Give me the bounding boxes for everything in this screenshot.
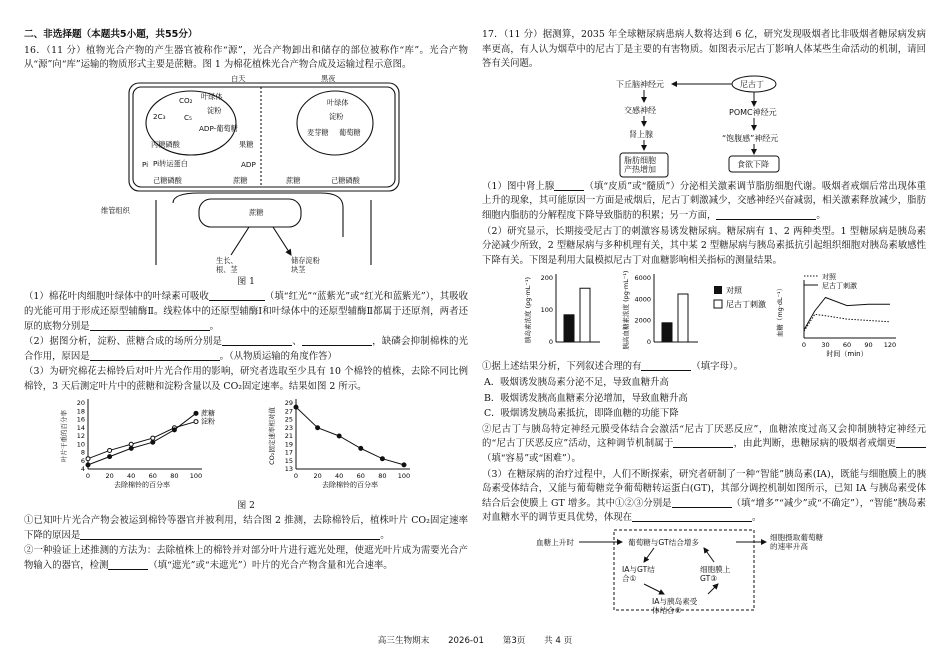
svg-text:丙糖磷酸: 丙糖磷酸 [151, 139, 180, 149]
y-tick-label: 16 [76, 415, 85, 424]
y-axis-label: CO₂固定速率相对值 [268, 406, 276, 465]
y-axis-label: 叶片干重的百分率 [60, 409, 68, 462]
svg-text:IA与GT结合①: IA与GT结合① [622, 564, 655, 583]
y-axis-label: 胰高血糖素浓度 (pg·mL⁻¹) [622, 270, 630, 350]
data-point [172, 427, 176, 431]
data-point [294, 405, 298, 409]
svg-text:葡萄糖与GT结合增多: 葡萄糖与GT结合增多 [628, 537, 700, 547]
svg-text:叶绿体: 叶绿体 [327, 97, 349, 107]
bar [580, 289, 590, 343]
x-axis-label: 时间（min） [826, 350, 868, 359]
footer-page: 第3页 [502, 636, 526, 646]
blood-glucose-chart [775, 272, 896, 358]
svg-text:对照: 对照 [726, 286, 742, 296]
svg-text:蔗糖: 蔗糖 [249, 207, 264, 217]
bar-legend [714, 285, 766, 309]
left-column [24, 28, 468, 575]
figure-q17-charts [504, 270, 904, 360]
svg-text:维管组织: 维管组织 [101, 205, 130, 215]
footer-total: 共 4 页 [544, 636, 573, 646]
y-tick-label: 4 [80, 464, 85, 473]
series-label: 淀粉 [201, 417, 215, 426]
q17-s2b: ②尼古丁与胰岛特定神经元膜受体结合会激活“尼古丁厌恶反应”，血糖浓度过高又会抑制胰特定神经元的“尼古丁厌恶反应”活动，这种调节机制属于 ，由此判断，患糖尿病的吸烟者戒烟更（填“容易”或“困难”）。 [482, 423, 926, 464]
x-tick-label: 60 [148, 471, 157, 480]
svg-text:葡萄糖: 葡萄糖 [339, 127, 361, 137]
smart-insulin-diagram [504, 528, 904, 614]
svg-text:2C₃: 2C₃ [153, 111, 166, 121]
series-line [804, 298, 890, 330]
x-axis-label: 去除棉铃的百分率 [114, 480, 170, 489]
x-tick-label: 40 [335, 471, 344, 480]
label-day: 白天 [231, 74, 246, 83]
bar [564, 315, 574, 342]
x-tick-label: 0 [85, 471, 91, 480]
data-point [402, 462, 406, 466]
glucagon-bar-chart [621, 271, 698, 350]
nicotine-mechanism-diagram [574, 74, 834, 180]
x-tick-label: 0 [801, 341, 807, 350]
svg-text:麦芽糖: 麦芽糖 [307, 127, 329, 137]
x-tick-label: 90 [864, 341, 873, 350]
y-tick-label: 17 [284, 448, 293, 457]
y-tick-label: 14 [76, 423, 85, 432]
q17-s2a: ①据上述结果分析，下列叙述合理的有 （填字母）。 [482, 361, 743, 373]
answer-blank[interactable] [641, 360, 691, 371]
x-tick-label: 20 [105, 471, 114, 480]
svg-text:Pi: Pi [142, 159, 149, 169]
answer-blank[interactable] [716, 209, 816, 220]
starch-sucrose-chart [59, 399, 215, 489]
right-column [482, 28, 926, 614]
svg-text:淀粉: 淀粉 [329, 111, 344, 121]
footer-course: 高三生物期末 [377, 636, 430, 646]
q16-s3: （3）为研究棉花去棉铃后对叶片光合作用的影响，研究者选取至少具有 10 个棉铃的植株，去除不同比例棉铃，3 天后测定叶片中的蔗糖和淀粉含量以及 CO₂固定速率。结果如图 2 所示。 [24, 366, 468, 392]
series-line [296, 407, 404, 465]
x-tick-label: 120 [883, 341, 897, 350]
svg-text:储存淀粉块茎: 储存淀粉块茎 [291, 255, 320, 274]
bar [678, 294, 688, 342]
leaf-cell-outline [129, 83, 399, 191]
legend-label: 对照 [822, 273, 836, 282]
y-tick-label: 23 [284, 423, 293, 432]
svg-text:淀粉: 淀粉 [207, 105, 222, 115]
q16-s1: （1）棉花叶肉细胞叶绿体中的叶绿素可吸收 （填“红光”“蓝紫光”或“红光和蓝紫光”），其吸收的光能可用于形成还原型辅酶Ⅱ。线粒体中的还原型辅酶Ⅰ和叶绿体中的还原型辅酶Ⅱ都属于还原剂，两者还原的底物分别是 。 [24, 291, 468, 332]
data-point [380, 456, 384, 460]
answer-blank[interactable] [209, 290, 265, 301]
x-tick-label: 80 [170, 471, 179, 480]
svg-text:POMC神经元: POMC神经元 [729, 107, 777, 117]
data-point [337, 434, 341, 438]
insulin-bar-chart [523, 274, 600, 346]
answer-blank[interactable] [632, 511, 752, 522]
x-tick-label: 100 [189, 471, 203, 480]
series-line [804, 315, 890, 332]
y-axis-label: 血糖（mg·dL⁻¹） [776, 285, 784, 338]
svg-text:尼古丁: 尼古丁 [740, 79, 764, 89]
data-point [86, 456, 90, 460]
svg-text:蔗糖: 蔗糖 [233, 175, 248, 185]
q16-s2: （2）据图分析，淀粉、蔗糖合成的场所分别是 、 ，缺磷会抑制棉株的光合作用，原因是 。（从物质运输的角度作答） [24, 336, 468, 362]
figure-2-charts [56, 397, 436, 499]
answer-blank[interactable] [90, 320, 210, 331]
data-point [86, 462, 90, 466]
x-tick-label: 40 [127, 471, 136, 480]
x-tick-label: 100 [397, 471, 411, 480]
svg-text:尼古丁刺激: 尼古丁刺激 [726, 300, 766, 310]
y-tick-label: 19 [284, 439, 293, 448]
series-line [88, 413, 196, 465]
y-axis-label: 胰岛素浓度 (pg·mL⁻¹) [524, 277, 532, 344]
data-point [316, 425, 320, 429]
y-tick-label: 8 [80, 448, 85, 457]
x-tick-label: 80 [378, 471, 387, 480]
svg-text:ADP: ADP [241, 159, 256, 169]
answer-blank[interactable] [554, 180, 584, 191]
y-tick-label: 12 [76, 431, 85, 440]
y-tick-label: 100 [540, 306, 553, 315]
y-tick-label: 15 [284, 456, 293, 465]
y-tick-label: 6000 [634, 274, 651, 283]
label-night: 黑夜 [321, 74, 336, 83]
y-tick-label: 6 [80, 456, 85, 465]
bar [662, 323, 672, 342]
option-c: C．吸烟诱发胰岛素抵抗，即降血糖的功能下降 [484, 408, 679, 420]
svg-text:CO₂: CO₂ [179, 95, 193, 105]
q16-s3b: ②一种验证上述推测的方法为：去除植株上的棉铃并对部分叶片进行遮光处理，使遮光叶片成为需要光合产物输入的器官，检测 （填“遮光”或“未遮光”）叶片的光合产物含量和光合速率。 [24, 545, 468, 571]
page-footer [0, 634, 950, 646]
glucose-legend [804, 272, 857, 290]
y-tick-label: 21 [284, 431, 293, 440]
answer-blank[interactable] [80, 529, 380, 540]
y-tick-label: 27 [284, 406, 293, 415]
svg-text:生长、根、茎: 生长、根、茎 [216, 255, 238, 274]
data-point [194, 419, 198, 423]
section-title: 二、非选择题（本题共5小题，共55分） [24, 29, 198, 40]
data-point [151, 436, 155, 440]
y-tick-label: 25 [284, 415, 293, 424]
svg-text:“饱腹感”神经元: “饱腹感”神经元 [722, 133, 779, 143]
svg-text:Pi转运蛋白: Pi转运蛋白 [153, 158, 188, 168]
x-tick-label: 60 [842, 341, 852, 350]
svg-text:血糖上升时: 血糖上升时 [536, 537, 574, 547]
data-point [108, 448, 112, 452]
x-tick-label: 60 [356, 471, 365, 480]
option-a: A．吸烟诱发胰岛素分泌不足，导致血糖升高 [484, 376, 669, 388]
figure-2-caption: 图 2 [237, 500, 255, 511]
y-tick-label: 4000 [634, 295, 651, 304]
svg-text:脂肪细胞产热增加: 脂肪细胞产热增加 [624, 155, 656, 174]
svg-text:己糖磷酸: 己糖磷酸 [153, 175, 182, 185]
y-tick-label: 0 [646, 338, 651, 347]
x-axis-label: 去除棉铃的百分率 [322, 480, 378, 489]
data-point [129, 442, 133, 446]
y-tick-label: 2000 [634, 317, 651, 326]
footer-date: 2026-01 [448, 636, 484, 646]
data-point [194, 411, 198, 415]
answer-blank[interactable] [222, 335, 292, 346]
q16-intro: 16．（11 分）植物光合产物的产生器官被称作“源”，光合产物卸出和储存的部位被称作“库”。光合产物从“源”向“库”运输的物质形式主要是蔗糖。图 1 为棉花植株光合产物合成及运输过程示意图。 [24, 44, 468, 71]
figure-1-caption: 图 1 [237, 276, 255, 287]
answer-blank[interactable] [302, 335, 372, 346]
svg-text:蔗糖: 蔗糖 [286, 175, 301, 185]
series-label: 蔗糖 [201, 408, 215, 417]
y-tick-label: 13 [284, 464, 293, 473]
y-tick-label: 20 [76, 398, 85, 407]
svg-text:己糖磷酸: 己糖磷酸 [331, 175, 360, 185]
q17-s3: （3）在糖尿病的治疗过程中，人们不断探索，研究者研制了一种“智能”胰岛素(IA)，既能与细胞膜上的胰岛素受体结合，又能与葡萄糖竞争葡萄糖转运蛋白(GT)，其部分调控机制如图所示，已知 IA 与胰岛素受体结合后会使膜上 GT 增多。其中①②③分别是 （填“增多”“减少”或“不确定”），“智能”胰岛素对血糖水平的调节更具优势，体现在 。 [482, 468, 926, 524]
data-point [108, 454, 112, 458]
data-point [359, 446, 363, 450]
svg-text:交感神经: 交感神经 [624, 105, 656, 115]
svg-text:果糖: 果糖 [239, 139, 254, 149]
svg-text:食欲下降: 食欲下降 [737, 159, 769, 169]
x-tick-label: 0 [293, 471, 299, 480]
svg-text:C₅: C₅ [184, 112, 192, 122]
answer-blank[interactable] [673, 437, 733, 448]
legend-label: 尼古丁刺激 [822, 282, 857, 291]
svg-text:细胞膜上GT③: 细胞膜上 GT③ [700, 564, 731, 583]
y-tick-label: 0 [548, 338, 553, 347]
y-tick-label: 29 [284, 398, 293, 407]
svg-text:细胞摄取葡萄糖的速率升高: 细胞摄取葡萄糖的速率升高 [770, 532, 824, 551]
y-tick-label: 200 [540, 274, 553, 283]
svg-text:叶绿体: 叶绿体 [201, 91, 223, 101]
data-point [129, 446, 133, 450]
series-line [88, 421, 196, 458]
q17-s1: （1）图中肾上腺 （填“皮质”或“髓质”）分泌相关激素调节脂肪细胞代谢。吸烟者戒烟后常出现体重上升的现象，其可能原因一方面是戒烟后，尼古丁刺激减少，交感神经兴奋减弱，相关激素释放减少，脂肪细胞内脂肪的分解程度下降导致脂肪的积累；另一方面， 。 [482, 180, 926, 221]
svg-text:肾上腺: 肾上腺 [629, 129, 653, 139]
answer-blank[interactable] [90, 350, 220, 361]
answer-blank[interactable] [108, 559, 148, 570]
x-tick-label: 30 [821, 341, 830, 350]
q17-s2: （2）研究显示，长期接受尼古丁的刺激容易诱发糖尿病。糖尿病有 1、2 两种类型。1 型糖尿病是胰岛素分泌减少所致，2 型糖尿病与多种机理有关，其中某 2 型糖尿病与胰岛素抵抗引起组织细胞对胰岛素敏感性下降有关。下图是利用大鼠模拟尼古丁对血糖影响相关指标的测量结果。 [482, 225, 926, 266]
svg-text:IA与胰岛素受体结合②: IA与胰岛素受体结合② [652, 596, 698, 614]
svg-text:ADP-葡萄糖: ADP-葡萄糖 [199, 123, 238, 133]
answer-blank[interactable] [672, 497, 732, 508]
y-tick-label: 10 [76, 439, 85, 448]
figure-1-photosynthesis-diagram [81, 75, 411, 275]
q17-intro: 17．（11 分）据测算，2035 年全球糖尿病患病人数将达到 6 亿，研究发现吸烟者比非吸烟者糖尿病发病率更高，有人认为烟草中的尼古丁是主要的有害物质。如图表示尼古丁影响人体某些生命活动的机制，请回答有关问题。 [482, 29, 926, 70]
option-b: B．吸烟诱发胰高血糖素分泌增加，导致血糖升高 [484, 392, 688, 404]
x-tick-label: 20 [313, 471, 322, 480]
q16-s3a: ①已知叶片光合产物会被运到棉铃等器官并被利用，结合图 2 推测，去除棉铃后，植株叶片 CO₂固定速率下降的原因是 。 [24, 515, 468, 541]
svg-text:下丘脑神经元: 下丘脑神经元 [616, 79, 664, 89]
data-point [151, 440, 155, 444]
co2-fixation-chart [267, 399, 410, 489]
answer-blank[interactable] [896, 437, 926, 448]
y-tick-label: 18 [76, 406, 85, 415]
